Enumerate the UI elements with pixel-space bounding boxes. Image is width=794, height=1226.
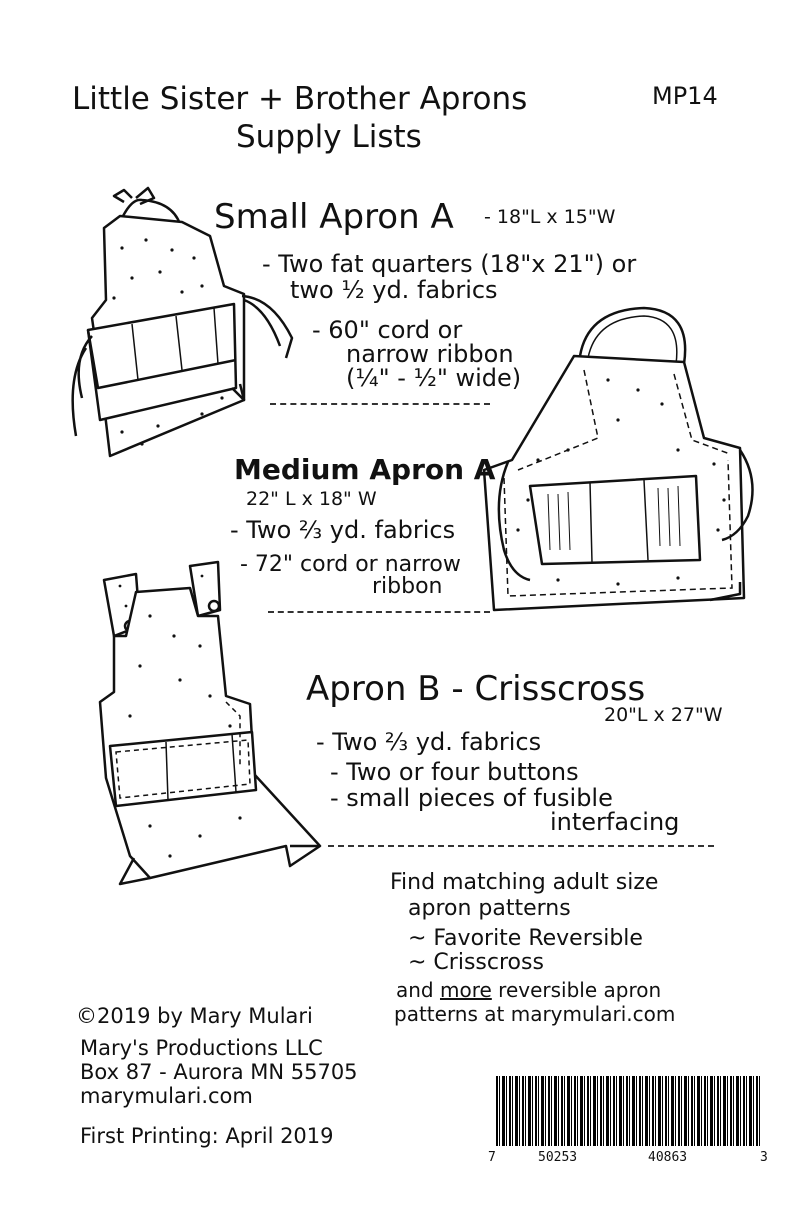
small-apron-item-4: narrow ribbon [346, 340, 514, 368]
divider-1 [270, 403, 490, 405]
copyright: ©2019 by Mary Mulari [76, 1004, 313, 1028]
page-subtitle: Supply Lists [236, 119, 422, 155]
barcode [488, 1076, 768, 1166]
medium-apron-dimensions: 22" L x 18" W [246, 488, 377, 510]
matching-more-line [396, 980, 661, 1000]
matching-more-prefix: and [396, 978, 440, 1002]
small-apron-dimensions: - 18"L x 15"W [484, 206, 616, 228]
pattern-code: MP14 [652, 82, 718, 110]
apron-b-item-2: - Two or four buttons [330, 758, 579, 786]
barcode-digits-2: 50253 [538, 1150, 578, 1165]
medium-apron-item-3: ribbon [372, 574, 443, 599]
barcode-digit-4: 3 [760, 1150, 768, 1165]
matching-line-2: apron patterns [408, 896, 571, 921]
apron-b-item-1: - Two ⅔ yd. fabrics [316, 728, 542, 756]
medium-apron-illustration [478, 300, 758, 620]
printing-date: First Printing: April 2019 [80, 1124, 334, 1148]
medium-apron-item-2: - 72" cord or narrow [240, 552, 461, 577]
apron-b-heading: Apron B - Crisscross [306, 669, 646, 709]
apron-b-illustration [90, 556, 330, 896]
small-apron-item-3: - 60" cord or [312, 316, 463, 344]
page-title: Little Sister + Brother Aprons [72, 81, 528, 117]
small-apron-item-2: two ½ yd. fabrics [290, 276, 498, 304]
barcode-digit-1: 7 [488, 1150, 496, 1165]
company-address: Box 87 - Aurora MN 55705 [80, 1060, 358, 1084]
divider-3 [328, 845, 714, 847]
company-website: marymulari.com [80, 1084, 253, 1108]
matching-option-2: ~ Crisscross [408, 950, 544, 975]
medium-apron-heading: Medium Apron A [234, 453, 496, 486]
company-name: Mary's Productions LLC [80, 1036, 323, 1060]
small-apron-heading: Small Apron A [214, 197, 454, 237]
apron-b-item-3: - small pieces of fusible [330, 784, 613, 812]
matching-website-line: patterns at marymulari.com [394, 1002, 676, 1026]
small-apron-item-5: (¼" - ½" wide) [346, 364, 522, 392]
small-apron-item-1: - Two fat quarters (18"x 21") or [262, 250, 637, 278]
barcode-digits-3: 40863 [648, 1150, 688, 1165]
apron-b-item-4: interfacing [550, 808, 680, 836]
medium-apron-item-1: - Two ⅔ yd. fabrics [230, 516, 456, 544]
matching-option-1: ~ Favorite Reversible [408, 926, 643, 951]
matching-more-suffix: reversible apron [491, 978, 662, 1002]
matching-more-word: more [439, 978, 492, 1002]
barcode-bars [496, 1076, 762, 1146]
matching-line-1: Find matching adult size [390, 870, 659, 895]
apron-b-dimensions: 20"L x 27"W [604, 704, 723, 726]
